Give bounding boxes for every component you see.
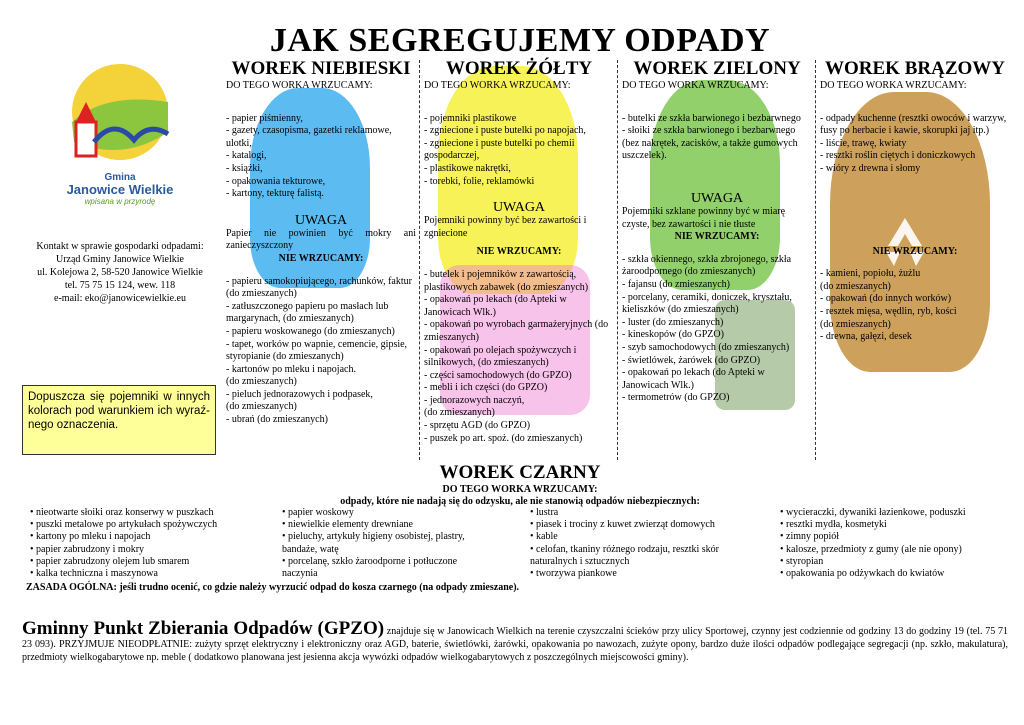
list-item: - świetlówek, żarówek (do GPZO) [622, 354, 761, 366]
logo-line2: Janowice Wielkie [66, 182, 174, 197]
column-subtitle: DO TEGO WORKA WRZUCAMY: [622, 80, 769, 91]
column-title: WOREK NIEBIESKI [231, 58, 411, 79]
czarny-list-1 [30, 507, 270, 580]
list-item: - kineskopów (do GPZO) [622, 329, 724, 341]
column-subtitle: DO TEGO WORKA WRZUCAMY: [820, 80, 967, 91]
no-heading: NIE WRZUCAMY: [674, 231, 760, 243]
list-item: • wycieraczki, dywaniki łazienkowe, poduszki [780, 507, 1005, 519]
list-item: • opakowania po odżywkach do kwiatów [780, 568, 1005, 580]
list-item: • celofan, tkaniny różnego rodzaju, resztki skór naturalnych i sztucznych [530, 544, 750, 568]
list-item: - pieluch jednorazowych i podpasek, [226, 388, 373, 400]
list-item: - zgniecione i puste butelki po chemii gospodarczej, [424, 137, 575, 162]
list-item: • papier zabrudzony i mokry [30, 544, 270, 556]
list-item: - torebki, folie, reklamówki [424, 175, 535, 187]
list-item: • porcelanę, szkło żaroodporne i potłuczone naczynia [282, 556, 492, 580]
list-item: - butelki ze szkła barwionego i bezbarwnego [622, 112, 801, 124]
list-item: - odpady kuchenne (resztki owoców i warzyw, fusy po herbacie i kawie, skorupki jaj itp.) [820, 112, 1007, 137]
list-item: - opakowań po olejach spożywczych i silnikowych, (do zmieszanych) [424, 344, 577, 369]
no-list [622, 254, 812, 405]
contact-line: ul. Kolejowa 2, 58-520 Janowice Wielkie [37, 267, 203, 278]
column-title: WOREK ZIELONY [633, 58, 801, 79]
uwaga-heading: UWAGA [294, 212, 348, 228]
list-item: • papier woskowy [282, 507, 492, 519]
czarny-title: WOREK CZARNY [439, 462, 601, 483]
list-item: • resztki mydła, kosmetyki [780, 519, 1005, 531]
list-item: • piasek i trociny z kuwet zwierząt domowych [530, 519, 750, 531]
list-item: - tapet, worków po wapnie, cemencie, gipsie, styropianie (do zmieszanych) [226, 338, 408, 363]
czarny-desc: odpady, które nie nadają się do odzysku, ale nie stanowią odpadów niebezpiecznych: [340, 496, 700, 507]
list-item: - kamieni, popiołu, żużlu [820, 268, 921, 280]
list-item: - papieru samokopiującego, rachunków, faktur (do zmieszanych) [226, 275, 412, 300]
no-heading: NIE WRZUCAMY: [278, 252, 364, 264]
list-item: - kartony, tekturę falistą. [226, 188, 324, 200]
column-divider [815, 60, 816, 460]
list-item: - wióry z drewna i słomy [820, 162, 921, 174]
yes-list [820, 113, 1010, 176]
list-item: (do zmieszanych) [226, 401, 297, 413]
list-item: - książki, [226, 162, 263, 174]
list-item: - gazety, czasopisma, gazetki reklamowe, ulotki, [226, 125, 392, 149]
uwaga-text: Papier nie powinien być mokry ani zanieczyszczony [226, 227, 416, 252]
uwaga-heading: UWAGA [492, 200, 546, 216]
list-item: • zimny popiół [780, 531, 1005, 543]
gpzo-title: Gminny Punkt Zbierania Odpadów (GPZO) [22, 618, 385, 639]
list-item: • kalosze, przedmioty z gumy (ale nie opony) [780, 544, 1005, 556]
uwaga-text: Pojemniki szklane powinny być w miarę czyste, bez zawartości i nie tłuste [622, 205, 786, 230]
list-item: - papieru woskowanego (do zmieszanych) [226, 325, 395, 337]
contact-block [20, 240, 220, 305]
list-item: - katalogi, [226, 150, 267, 162]
contact-email: e-mail: eko@janowicewielkie.eu [54, 293, 186, 304]
list-item: - butelek i pojemników z zawartością, plastikowych zabawek (do zmieszanych) [424, 268, 589, 293]
list-item: - porcelany, ceramiki, doniczek, kryształu, kieliszków (do zmieszanych) [622, 291, 792, 316]
list-item: • nieotwarte słoiki oraz konserwy w puszkach [30, 507, 270, 519]
list-item: • lustra [530, 507, 750, 519]
list-item: - opakowań po lekach (do Apteki w Janowicach Wlk.) [622, 367, 765, 391]
list-item: - jednorazowych naczyń, [424, 394, 525, 406]
list-item: • kartony po mleku i napojach [30, 531, 270, 543]
czarny-sub-line: DO TEGO WORKA WRZUCAMY: [442, 484, 598, 495]
zasada-ogolna: ZASADA OGÓLNA: jeśli trudno ocenić, co gdzie należy wyrzucić odpad do kosza czarnego (na odpady zmieszane). [26, 582, 520, 593]
column-subtitle: DO TEGO WORKA WRZUCAMY: [226, 80, 373, 91]
list-item: - mebli i ich części (do GPZO) [424, 382, 548, 394]
list-item: - pojemniki plastikowe [424, 112, 517, 124]
logo-line1: Gmina [104, 172, 136, 183]
no-list [820, 268, 1010, 344]
yes-list [424, 113, 614, 189]
list-item: • styropian [780, 556, 1005, 568]
list-item: - luster (do zmieszanych) [622, 316, 724, 328]
column-worek-zielony [622, 58, 812, 405]
contact-line: Kontakt w sprawie gospodarki odpadami: [36, 241, 204, 252]
list-item: - drewna, gałęzi, desek [820, 331, 912, 343]
list-item: - opakowań (do innych worków) [820, 293, 952, 305]
column-divider [419, 60, 420, 460]
list-item: - papier piśmienny, [226, 112, 303, 124]
list-item: • tworzywa piankowe [530, 568, 750, 580]
list-item: - słoiki ze szkła barwionego i bezbarwnego (bez nakrętek, zacisków, a także gumowych uszczelek). [622, 125, 798, 162]
list-item: - opakowania tekturowe, [226, 175, 326, 187]
list-item: • papier zabrudzony olejem lub smarem [30, 556, 270, 568]
list-item: - części samochodowych (do GPZO) [424, 369, 572, 381]
czarny-list-4 [780, 507, 1005, 580]
list-item: - szyb samochodowych (do zmieszanych) [622, 341, 790, 353]
column-subtitle: DO TEGO WORKA WRZUCAMY: [424, 80, 571, 91]
list-item: - sprzętu AGD (do GPZO) [424, 420, 531, 432]
page-title: JAK SEGREGUJEMY ODPADY [269, 22, 771, 59]
gmina-logo [64, 62, 176, 174]
list-item: - termometrów (do GPZO) [622, 392, 730, 404]
czarny-subtitle [0, 484, 1024, 508]
list-item: - zatłuszczonego papieru po masłach lub margarynach, (do zmieszanych) [226, 300, 389, 325]
list-item: (do zmieszanych) [424, 407, 495, 419]
gpzo-section [22, 618, 1008, 664]
list-item: - resztek mięsa, wędlin, ryb, kości [820, 305, 957, 317]
logo-line3: wpisana w przyrodę [84, 197, 156, 206]
list-item: (do zmieszanych) [820, 318, 891, 330]
yes-list [226, 113, 416, 201]
list-item: - liście, trawę, kwiaty [820, 137, 907, 149]
list-item: • kalka techniczna i maszynowa [30, 568, 270, 580]
gpzo-text: znajduje się w Janowicach Wielkich na terenie czyszczalni ścieków przy ulicy Sportowej, czynny jest codziennie od godziny 13 do godziny 19 (tel. 75 71 23 093). PRZYJMUJE NIEODPŁATNIE: zużyty sprzęt elektryczny i elektroniczny oraz AGD, baterie, świetlówki, żarówki, opakowania po nawozach, zużyte opony, bardzo duże ilości odpadów podlegające segregacji (np. szkło, makulatura), przedmioty wielkogabarytowe np. meble ( dodatkowo planowana jest jesienna akcja wywózki odpadów wielkogabarytowych z poszczególnych miejscowości gminy). [22, 626, 1008, 663]
no-heading: NIE WRZUCAMY: [476, 246, 562, 258]
column-divider [617, 60, 618, 460]
no-list [424, 269, 614, 445]
column-worek-zolty [424, 58, 614, 445]
column-worek-niebieski [226, 58, 416, 427]
list-item: (do zmieszanych) [820, 280, 891, 292]
column-title: WOREK BRĄZOWY [825, 58, 1005, 79]
column-title: WOREK ŻÓŁTY [445, 58, 593, 79]
list-item: • puszki metalowe po artykułach spożywczych [30, 519, 270, 531]
no-heading: NIE WRZUCAMY: [872, 245, 958, 257]
no-list [226, 276, 416, 427]
list-item: • niewielkie elementy drewniane [282, 519, 492, 531]
uwaga-text: Pojemniki powinny być bez zawartości i zgniecione [424, 215, 587, 239]
note-box: Dopuszcza się pojemniki w innych kolorach pod warunkiem ich wyraź-nego oznaczenia. [22, 385, 216, 455]
list-item: (do zmieszanych) [226, 376, 297, 388]
list-item: - zgniecione i puste butelki po napojach, [424, 125, 586, 137]
column-worek-brazowy [820, 58, 1010, 344]
list-item: - resztki roślin ciętych i doniczkowych [820, 150, 976, 162]
list-item: - ubrań (do zmieszanych) [226, 414, 328, 426]
contact-line: Urząd Gminy Janowice Wielkie [56, 254, 184, 265]
uwaga-heading: UWAGA [690, 190, 744, 206]
czarny-list-2 [282, 507, 492, 580]
list-item: - fajansu (do zmieszanych) [622, 278, 731, 290]
list-item: - kartonów po mleku i napojach. [226, 363, 356, 375]
list-item: - opakowań po wyrobach garmażeryjnych (do zmieszanych) [424, 319, 609, 343]
list-item: • pieluchy, artykuły higieny osobistej, plastry, bandaże, watę [282, 531, 492, 555]
yes-list [622, 113, 812, 163]
list-item: - plastikowe nakrętki, [424, 162, 511, 174]
contact-line: tel. 75 75 15 124, wew. 118 [64, 280, 176, 291]
list-item: - szkła okiennego, szkła zbrojonego, szkła żaroodpornego (do zmieszanych) [622, 253, 792, 278]
czarny-list-3 [530, 507, 750, 580]
list-item: - puszek po art. spoż. (do zmieszanych) [424, 432, 583, 444]
list-item: • kable [530, 531, 750, 543]
list-item: - opakowań po lekach (do Apteki w Janowicach Wlk.) [424, 294, 567, 318]
